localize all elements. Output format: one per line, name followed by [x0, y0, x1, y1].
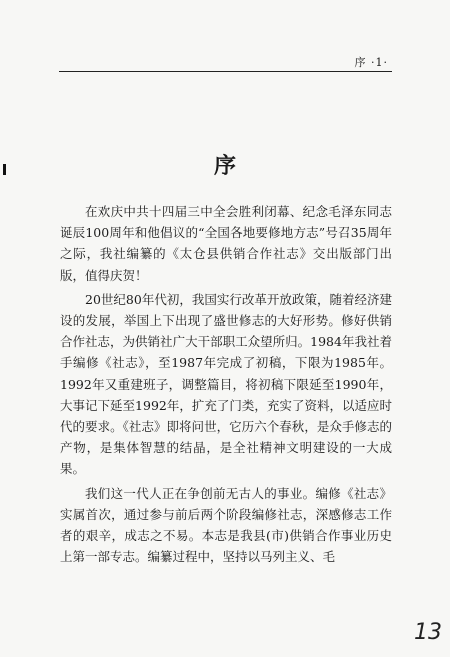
- page-title: 序: [213, 152, 236, 179]
- paragraph-3: 我们这一代人正在争创前无古人的事业。编修《社志》实属首次，通过参与前后两个阶段编修社志，深感修志工作者的艰辛，成志之不易。本志是我县(市)供销合作事业历史上第一部专志。编纂过程中，坚持以马列主义、毛: [60, 485, 392, 565]
- body-text: [60, 201, 392, 570]
- paragraph-1: 在欢庆中共十四届三中全会胜利闭幕、纪念毛泽东同志诞辰100周年和他倡议的“全国各地要修地方志”号召35周年之际，我社编纂的《太仓县供销合作社志》交出版部门出版，值得庆贺！: [60, 204, 392, 283]
- paragraph-2: 20世纪80年代初，我国实行改革开放政策，随着经济建设的发展，举国上下出现了盛世修志的大好形势。修好供销合作社志，为供销社广大干部职工众望所归。1984年我社着手编修《社志》，至1987年完成了初稿，下限为1985年。1992年又重建班子，调整篇目，将初稿下限延至1990年，大事记下延至1992年，扩充了门类，充实了资料，以适应时代的要求。《社志》即将问世，它历六个春秋，是众手修志的产物，是集体智慧的结晶，是全社精神文明建设的一大成果。: [60, 291, 392, 477]
- header-rule: [59, 71, 392, 72]
- running-title: 序 ·1·: [354, 56, 388, 69]
- handwritten-page-number: 13: [414, 620, 442, 645]
